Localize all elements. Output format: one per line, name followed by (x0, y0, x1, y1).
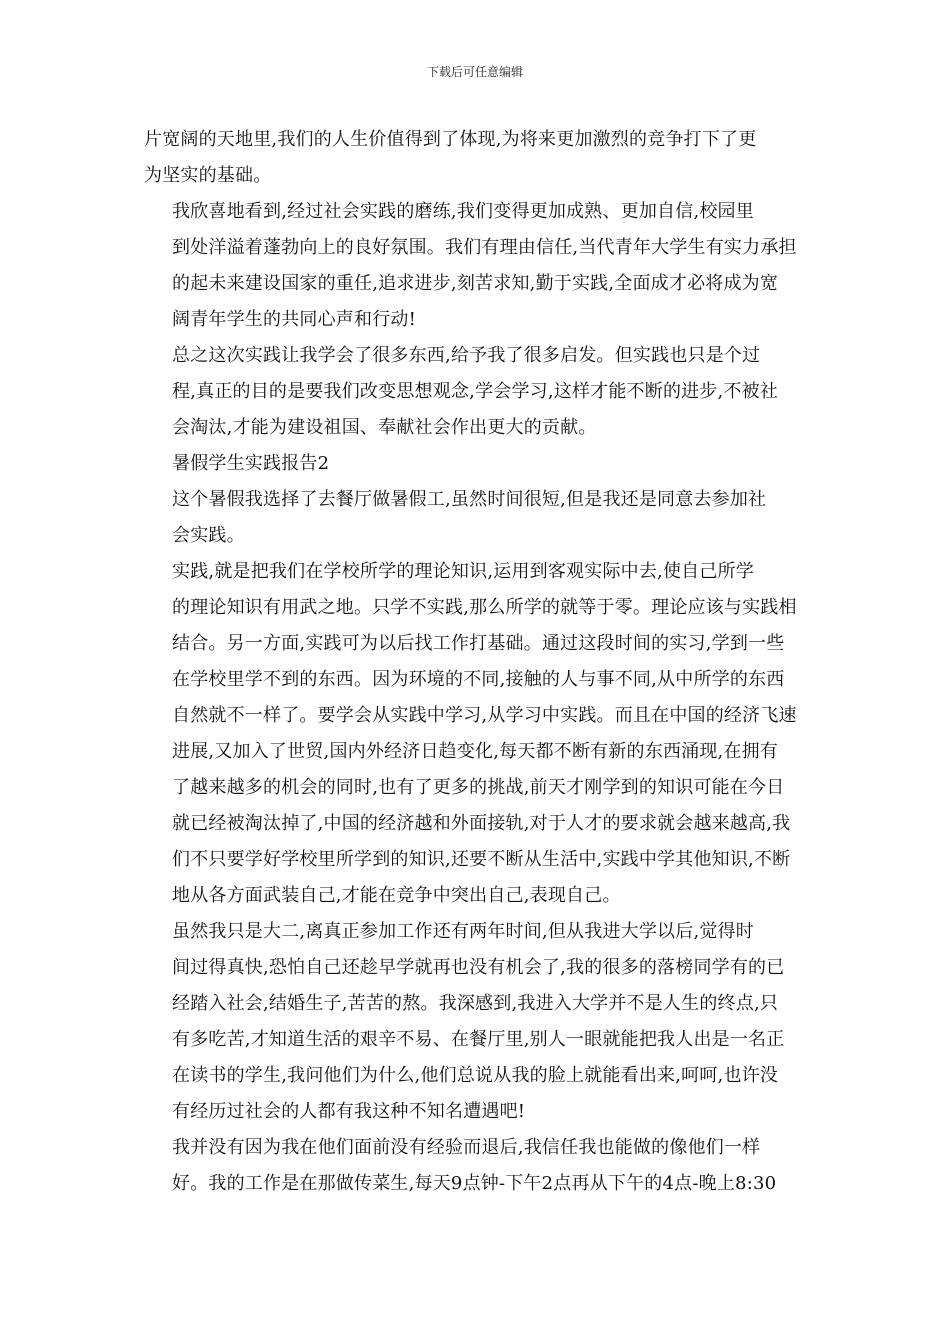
text-line: 间过得真快,恐怕自己还趁早学就再也没有机会了,我的很多的落榜同学有的已 (172, 957, 785, 978)
text-line: 虽然我只是大二,离真正参加工作还有两年时间,但从我进大学以后,觉得时 (172, 921, 754, 942)
text-line: 们不只要学好学校里所学到的知识,还要不断从生活中,实践中学其他知识,不断 (172, 849, 791, 870)
paragraph (144, 914, 808, 1130)
text-line: 为坚实的基础。 (144, 165, 272, 186)
text-line: 自然就不一样了。要学会从实践中学习,从学习中实践。而且在中国的经济飞速 (172, 705, 797, 726)
text-line: 有经历过社会的人都有我这种不知名遭遇吧! (172, 1101, 526, 1122)
document-body (144, 122, 808, 1202)
text-line: 会淘汰,才能为建设祖国、奉献社会作出更大的贡献。 (172, 417, 597, 438)
text-line: 进展,又加入了世贸,国内外经济日趋变化,每天都不断有新的东西涌现,在拥有 (172, 741, 779, 762)
text-line: 就已经被淘汰掉了,中国的经济越和外面接轨,对于人才的要求就会越来越高,我 (172, 813, 791, 834)
text-line: 会实践。 (172, 525, 245, 546)
text-line: 暑假学生实践报告2 (172, 453, 330, 474)
text-line: 片宽阔的天地里,我们的人生价值得到了体现,为将来更加激烈的竞争打下了更 (144, 129, 757, 150)
paragraph (144, 1130, 808, 1202)
paragraph (144, 194, 808, 338)
text-line: 实践,就是把我们在学校所学的理论知识,运用到客观实际中去,使自己所学 (172, 561, 754, 582)
text-line: 这个暑假我选择了去餐厅做暑假工,虽然时间很短,但是我还是同意去参加社 (172, 489, 767, 510)
text-line: 的起未来建设国家的重任,追求进步,刻苦求知,勤于实践,全面成才必将成为宽 (172, 273, 779, 294)
text-line: 我并没有因为我在他们面前没有经验而退后,我信任我也能做的像他们一样 (172, 1137, 761, 1158)
text-line: 的理论知识有用武之地。只学不实践,那么所学的就等于零。理论应该与实践相 (172, 597, 797, 618)
paragraph (144, 122, 808, 194)
text-line: 好。我的工作是在那做传菜生,每天9点钟-下午2点再从下午的4点-晚上8:30 (172, 1173, 777, 1194)
text-line: 阔青年学生的共同心声和行动! (172, 309, 417, 330)
paragraph (144, 482, 808, 554)
text-line: 地从各方面武装自己,才能在竞争中突出自己,表现自己。 (172, 885, 621, 906)
text-line: 在读书的学生,我问他们为什么,他们总说从我的脸上就能看出来,呵呵,也许没 (172, 1065, 779, 1086)
paragraph (144, 338, 808, 446)
text-line: 到处洋溢着蓬勃向上的良好氛围。我们有理由信任,当代青年大学生有实力承担 (172, 237, 797, 258)
text-line: 我欣喜地看到,经过社会实践的磨练,我们变得更加成熟、更加自信,校园里 (172, 201, 754, 222)
text-line: 总之这次实践让我学会了很多东西,给予我了很多启发。但实践也只是个过 (172, 345, 761, 366)
text-line: 有多吃苦,才知道生活的艰辛不易、在餐厅里,别人一眼就能把我人出是一名正 (172, 1029, 785, 1050)
text-line: 经踏入社会,结婚生子,苦苦的熬。我深感到,我进入大学并不是人生的终点,只 (172, 993, 779, 1014)
text-line: 结合。另一方面,实践可为以后找工作打基础。通过这段时间的实习,学到一些 (172, 633, 785, 654)
text-line: 了越来越多的机会的同时,也有了更多的挑战,前天才刚学到的知识可能在今日 (172, 777, 785, 798)
section-heading (144, 446, 808, 482)
paragraph (144, 554, 808, 914)
page-header-note: 下载后可任意编辑 (426, 65, 523, 79)
text-line: 在学校里学不到的东西。因为环境的不同,接触的人与事不同,从中所学的东西 (172, 669, 785, 690)
text-line: 程,真正的目的是要我们改变思想观念,学会学习,这样才能不断的进步,不被社 (172, 381, 779, 402)
